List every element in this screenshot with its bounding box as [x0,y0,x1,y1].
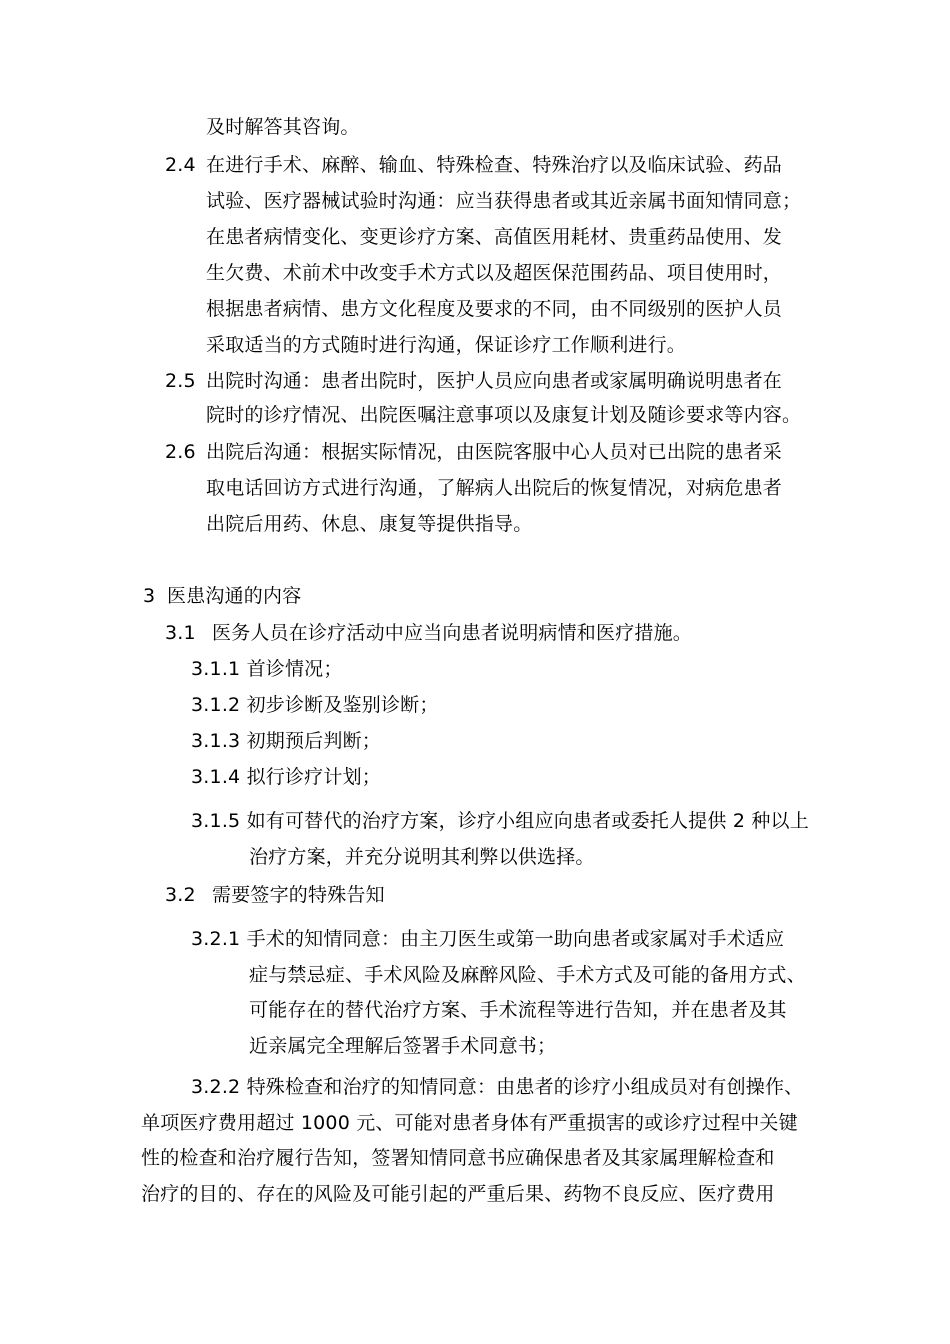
text-line: 及时解答其咨询。 [206,116,360,138]
text-line: 出院后沟通：根据实际情况，由医院客服中心人员对已出院的患者采 [206,441,783,463]
list-item: 3.1.2 初步诊断及鉴别诊断； [191,694,439,716]
text-line: 3.1.5 如有可替代的治疗方案，诊疗小组应向患者或委托人提供 2 种以上 [191,810,809,832]
text-line: 医务人员在诊疗活动中应当向患者说明病情和医疗措施。 [212,622,693,644]
text-line: 试验、医疗器械试验时沟通：应当获得患者或其近亲属书面知情同意； [206,190,802,212]
text-line: 出院时沟通：患者出院时，医护人员应向患者或家属明确说明患者在 [206,370,783,392]
text-line: 症与禁忌症、手术风险及麻醉风险、手术方式及可能的备用方式、 [249,964,806,986]
text-line: 可能存在的替代治疗方案、手术流程等进行告知，并在患者及其 [249,999,787,1021]
text-line: 3.2.1 手术的知情同意：由主刀医生或第一助向患者或家属对手术适应 [191,928,785,950]
section-number: 2.4 [165,154,196,176]
list-item: 3.1.1 首诊情况； [191,658,343,680]
section-number: 3.1 [165,622,196,644]
text-line: 治疗方案，并充分说明其利弊以供选择。 [249,846,595,868]
text-line: 院时的诊疗情况、出院医嘱注意事项以及康复计划及随诊要求等内容。 [206,404,802,426]
text-line: 3.2.2 特殊检查和治疗的知情同意：由患者的诊疗小组成员对有创操作、 [191,1076,804,1098]
text-line: 治疗的目的、存在的风险及可能引起的严重后果、药物不良反应、医疗费用 [141,1183,775,1205]
section-number: 3.2 [165,884,196,906]
section-title: 医患沟通的内容 [167,585,302,607]
list-item: 3.1.4 拟行诊疗计划； [191,766,381,788]
text-line: 在患者病情变化、变更诊疗方案、高值医用耗材、贵重药品使用、发 [206,226,783,248]
text-line: 性的检查和治疗履行告知，签署知情同意书应确保患者及其家属理解检查和 [141,1147,775,1169]
section-number: 3 [143,585,156,607]
list-item: 3.1.3 初期预后判断； [191,730,381,752]
text-line: 单项医疗费用超过 1000 元、可能对患者身体有严重损害的或诊疗过程中关键 [141,1112,798,1134]
text-line: 出院后用药、休息、康复等提供指导。 [206,513,533,535]
text-line: 近亲属完全理解后签署手术同意书； [249,1035,557,1057]
text-line: 取电话回访方式进行沟通，了解病人出院后的恢复情况，对病危患者 [206,477,783,499]
section-number: 2.5 [165,370,196,392]
text-line: 需要签字的特殊告知 [212,884,385,906]
text-line: 生欠费、术前术中改变手术方式以及超医保范围药品、项目使用时， [206,262,783,284]
text-line: 采取适当的方式随时进行沟通，保证诊疗工作顺利进行。 [206,334,687,356]
text-line: 根据患者病情、患方文化程度及要求的不同，由不同级别的医护人员 [206,298,783,320]
text-line: 在进行手术、麻醉、输血、特殊检查、特殊治疗以及临床试验、药品 [206,154,783,176]
section-number: 2.6 [165,441,196,463]
